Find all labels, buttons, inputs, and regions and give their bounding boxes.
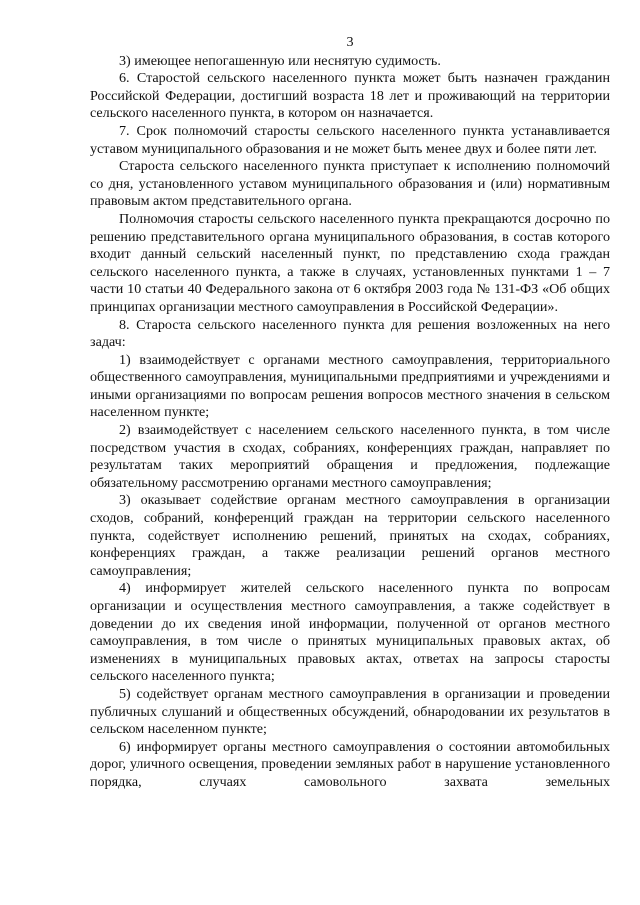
paragraph-point-7: 7. Срок полномочий старосты сельского населенного пункта устанавливается уставом муниципального образования и не может быть менее двух и более пяти лет. xyxy=(90,122,610,157)
paragraph-start-of-duties: Староста сельского населенного пункта приступает к исполнению полномочий со дня, установленного уставом муниципального образования и (или) нормативным правовым актом представительного органа. xyxy=(90,158,610,210)
paragraph-point-6: 6. Старостой сельского населенного пункта может быть назначен гражданин Российской Федерации, достигший возраста 18 лет и проживающий на территории сельского населенного пункта, в котором он назначается. xyxy=(90,70,610,122)
paragraph-subitem-2: 2) взаимодействует с населением сельского населенного пункта, в том числе посредством участия в сходах, собраниях, конференциях граждан, направляет по результатам таких мероприятий обращения и предложения, подлежащие обязательному рассмотрению органами местного самоуправления; xyxy=(90,422,610,491)
paragraph-subitem-4: 4) информирует жителей сельского населенного пункта по вопросам организации и осуществления местного самоуправления, а также содействует в доведении до их сведения иной информации, полученной от органов местного самоуправления, в том числе о принятых муниципальных правовых актах, об изменениях в муниципальных правовых актах, ответах на запросы старосты сельского населенного пункта; xyxy=(90,580,610,685)
paragraph-subitem-3: 3) оказывает содействие органам местного самоуправления в организации сходов, собраний, конференций граждан на территории сельского населенного пункта, содействует исполнению решений, принятых на сходах, собраниях, конференциях граждан, а также реализации решений органов местного самоуправления; xyxy=(90,492,610,579)
paragraph-early-termination: Полномочия старосты сельского населенного пункта прекращаются досрочно по решению представительного органа муниципального образования, в состав которого входит данный сельский населенный пункт, по представлению схода граждан сельского населенного пункта, а также в случаях, установленных пунктами 1 – 7 части 10 статьи 40 Федерального закона от 6 октября 2003 года № 131-ФЗ «Об общих принципах организации местного самоуправления в Российской Федерации». xyxy=(90,210,610,315)
paragraph-item-3: 3) имеющее непогашенную или неснятую судимость. xyxy=(119,52,441,69)
document-page xyxy=(90,34,610,792)
paragraph-subitem-6: 6) информирует органы местного самоуправления о состоянии автомобильных дорог, уличного освещения, проведении земляных работ в нарушение установленного порядка, случаях самовольного захвата земельных xyxy=(90,738,610,790)
paragraph-subitem-5: 5) содействует органам местного самоуправления в организации и проведении публичных слушаний и общественных обсуждений, обнародовании их результатов в сельском населенном пункте; xyxy=(90,685,610,738)
paragraph-subitem-1: 1) взаимодействует с органами местного самоуправления, территориального общественного самоуправления, муниципальными предприятиями и учреждениями и иными организациями по вопросам решения вопросов местного значения в сельском населенном пункте; xyxy=(90,351,610,421)
page-number: 3 xyxy=(346,34,354,50)
paragraph-point-8: 8. Староста сельского населенного пункта для решения возложенных на него задач: xyxy=(90,316,610,351)
